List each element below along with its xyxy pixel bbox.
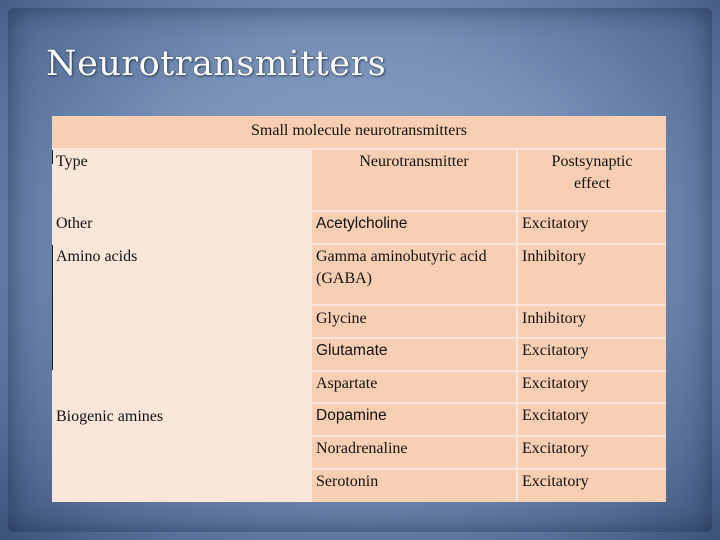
nt-glutamate: Glutamate: [312, 339, 516, 370]
nt-aspartate: Aspartate: [312, 372, 516, 402]
header-type: Type: [52, 150, 310, 210]
effect-dopamine: Excitatory: [518, 404, 666, 435]
header-neurotransmitter: Neurotransmitter: [312, 150, 516, 210]
type-column-rule: [52, 150, 53, 164]
effect-glycine: Inhibitory: [518, 306, 666, 337]
type-biogenic-amines: Biogenic amines: [52, 404, 310, 502]
nt-dopamine: Dopamine: [312, 404, 516, 435]
header-postsynaptic-effect: Postsynaptic effect: [518, 150, 666, 210]
effect-gaba: Inhibitory: [518, 245, 666, 304]
nt-serotonin: Serotonin: [312, 470, 516, 502]
amino-column-rule: [52, 245, 53, 370]
effect-serotonin: Excitatory: [518, 470, 666, 502]
slide-title: Neurotransmitters: [46, 44, 387, 84]
type-amino-acids: Amino acids: [52, 245, 310, 372]
nt-acetylcholine: Acetylcholine: [312, 212, 516, 243]
nt-gaba: Gamma aminobutyric acid (GABA): [312, 245, 516, 304]
effect-aspartate: Excitatory: [518, 372, 666, 402]
effect-glutamate: Excitatory: [518, 339, 666, 370]
nt-noradrenaline: Noradrenaline: [312, 437, 516, 468]
effect-acetylcholine: Excitatory: [518, 212, 666, 243]
neurotransmitter-table: [52, 116, 666, 502]
table-caption: Small molecule neurotransmitters: [52, 116, 666, 148]
effect-noradrenaline: Excitatory: [518, 437, 666, 468]
nt-glycine: Glycine: [312, 306, 516, 337]
type-other: Other: [52, 212, 310, 243]
